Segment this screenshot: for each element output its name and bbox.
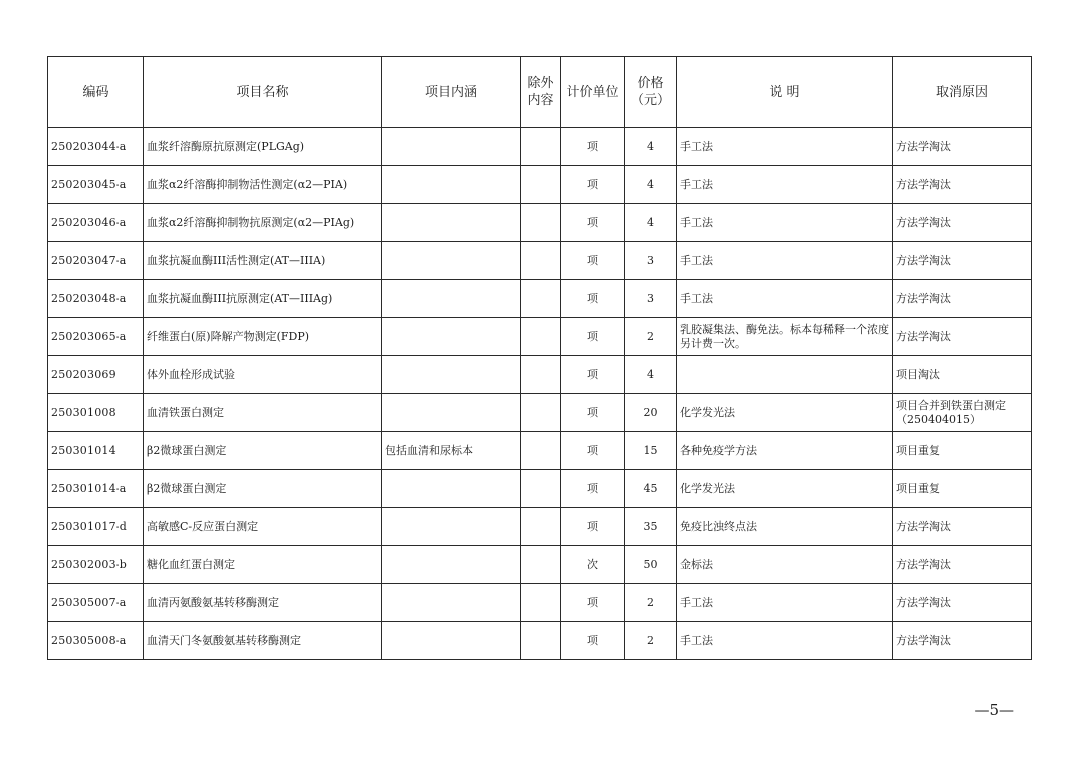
cell-reason: 方法学淘汰 (893, 280, 1032, 318)
cell-exclusion (521, 622, 561, 660)
cell-reason: 项目合并到铁蛋白测定（250404015） (893, 394, 1032, 432)
cell-content (382, 318, 521, 356)
cell-description: 手工法 (677, 280, 893, 318)
table-row (48, 432, 1032, 470)
cell-unit: 项 (561, 432, 625, 470)
cell-description: 手工法 (677, 584, 893, 622)
cell-exclusion (521, 128, 561, 166)
header-description: 说 明 (677, 57, 893, 128)
cell-price: 35 (625, 508, 677, 546)
cell-code: 250301014-a (48, 470, 144, 508)
cell-price: 15 (625, 432, 677, 470)
cell-name: β2微球蛋白测定 (144, 432, 382, 470)
cell-exclusion (521, 356, 561, 394)
cell-reason: 项目重复 (893, 470, 1032, 508)
cell-unit: 项 (561, 166, 625, 204)
cell-content (382, 470, 521, 508)
cell-code: 250203044-a (48, 128, 144, 166)
cell-name: 体外血栓形成试验 (144, 356, 382, 394)
cell-content (382, 584, 521, 622)
cell-description: 手工法 (677, 622, 893, 660)
cell-code: 250203045-a (48, 166, 144, 204)
cell-unit: 项 (561, 622, 625, 660)
cell-unit: 项 (561, 470, 625, 508)
table-row (48, 508, 1032, 546)
table-row (48, 280, 1032, 318)
header-exclusion: 除外 内容 (521, 57, 561, 128)
cell-reason: 方法学淘汰 (893, 166, 1032, 204)
table-row (48, 622, 1032, 660)
cell-code: 250203069 (48, 356, 144, 394)
cell-price: 3 (625, 242, 677, 280)
cell-exclusion (521, 508, 561, 546)
cell-reason: 方法学淘汰 (893, 204, 1032, 242)
cell-code: 250301008 (48, 394, 144, 432)
header-unit: 计价单位 (561, 57, 625, 128)
cell-name: β2微球蛋白测定 (144, 470, 382, 508)
cell-code: 250305007-a (48, 584, 144, 622)
cell-exclusion (521, 242, 561, 280)
cell-name: 糖化血红蛋白测定 (144, 546, 382, 584)
cell-unit: 次 (561, 546, 625, 584)
header-price: 价格 （元） (625, 57, 677, 128)
cell-reason: 项目重复 (893, 432, 1032, 470)
cell-code: 250203048-a (48, 280, 144, 318)
cell-description: 手工法 (677, 128, 893, 166)
cell-price: 2 (625, 318, 677, 356)
cell-description: 化学发光法 (677, 394, 893, 432)
cell-price: 2 (625, 584, 677, 622)
cell-reason: 项目淘汰 (893, 356, 1032, 394)
table-row (48, 318, 1032, 356)
cell-exclusion (521, 546, 561, 584)
cell-name: 血浆α2纤溶酶抑制物抗原测定(α2—PIAg) (144, 204, 382, 242)
cell-exclusion (521, 470, 561, 508)
cell-name: 血浆α2纤溶酶抑制物活性测定(α2—PIA) (144, 166, 382, 204)
cell-description: 手工法 (677, 204, 893, 242)
cell-unit: 项 (561, 394, 625, 432)
cell-content (382, 508, 521, 546)
cell-unit: 项 (561, 242, 625, 280)
page-number: —5— (974, 701, 1014, 719)
cell-description: 手工法 (677, 166, 893, 204)
cell-description: 金标法 (677, 546, 893, 584)
cell-code: 250203065-a (48, 318, 144, 356)
cell-code: 250203046-a (48, 204, 144, 242)
cell-content (382, 546, 521, 584)
cell-price: 20 (625, 394, 677, 432)
cell-description: 乳胶凝集法、酶免法。标本每稀释一个浓度另计费一次。 (677, 318, 893, 356)
cell-content (382, 242, 521, 280)
cell-description: 免疫比浊终点法 (677, 508, 893, 546)
cell-content (382, 280, 521, 318)
cell-unit: 项 (561, 128, 625, 166)
header-reason: 取消原因 (893, 57, 1032, 128)
cell-name: 血浆抗凝血酶III活性测定(AT—IIIA) (144, 242, 382, 280)
cell-exclusion (521, 280, 561, 318)
cell-price: 3 (625, 280, 677, 318)
header-name: 项目名称 (144, 57, 382, 128)
cell-reason: 方法学淘汰 (893, 318, 1032, 356)
table-row (48, 356, 1032, 394)
cell-price: 2 (625, 622, 677, 660)
table-row (48, 584, 1032, 622)
cell-exclusion (521, 584, 561, 622)
cell-description: 化学发光法 (677, 470, 893, 508)
cell-price: 4 (625, 128, 677, 166)
table-row (48, 546, 1032, 584)
cell-exclusion (521, 394, 561, 432)
header-code: 编码 (48, 57, 144, 128)
cell-reason: 方法学淘汰 (893, 584, 1032, 622)
cell-description: 各种免疫学方法 (677, 432, 893, 470)
cell-content (382, 204, 521, 242)
cell-unit: 项 (561, 356, 625, 394)
table-body (48, 128, 1032, 660)
cell-content (382, 128, 521, 166)
cell-code: 250302003-b (48, 546, 144, 584)
cell-content (382, 622, 521, 660)
cell-unit: 项 (561, 204, 625, 242)
cell-content (382, 394, 521, 432)
fee-cancellation-table (47, 56, 1032, 660)
cell-name: 血清铁蛋白测定 (144, 394, 382, 432)
cell-name: 血浆抗凝血酶III抗原测定(AT—IIIAg) (144, 280, 382, 318)
cell-reason: 方法学淘汰 (893, 128, 1032, 166)
cell-exclusion (521, 166, 561, 204)
cell-unit: 项 (561, 584, 625, 622)
cell-price: 50 (625, 546, 677, 584)
cell-name: 纤维蛋白(原)降解产物测定(FDP) (144, 318, 382, 356)
cell-reason: 方法学淘汰 (893, 508, 1032, 546)
cell-price: 4 (625, 204, 677, 242)
cell-content: 包括血清和尿标本 (382, 432, 521, 470)
cell-reason: 方法学淘汰 (893, 622, 1032, 660)
cell-exclusion (521, 318, 561, 356)
cell-exclusion (521, 432, 561, 470)
cell-unit: 项 (561, 280, 625, 318)
cell-name: 血浆纤溶酶原抗原测定(PLGAg) (144, 128, 382, 166)
cell-name: 高敏感C-反应蛋白测定 (144, 508, 382, 546)
table-row (48, 166, 1032, 204)
cell-code: 250203047-a (48, 242, 144, 280)
cell-content (382, 166, 521, 204)
table-row (48, 470, 1032, 508)
cell-code: 250301017-d (48, 508, 144, 546)
cell-price: 4 (625, 356, 677, 394)
cell-unit: 项 (561, 318, 625, 356)
cell-description: 手工法 (677, 242, 893, 280)
table-row (48, 128, 1032, 166)
header-content: 项目内涵 (382, 57, 521, 128)
cell-exclusion (521, 204, 561, 242)
table-row (48, 242, 1032, 280)
cell-reason: 方法学淘汰 (893, 546, 1032, 584)
cell-unit: 项 (561, 508, 625, 546)
cell-reason: 方法学淘汰 (893, 242, 1032, 280)
cell-name: 血清丙氨酸氨基转移酶测定 (144, 584, 382, 622)
cell-name: 血清天门冬氨酸氨基转移酶测定 (144, 622, 382, 660)
table-row (48, 204, 1032, 242)
cell-code: 250305008-a (48, 622, 144, 660)
cell-content (382, 356, 521, 394)
cell-price: 45 (625, 470, 677, 508)
cell-code: 250301014 (48, 432, 144, 470)
cell-price: 4 (625, 166, 677, 204)
table-row (48, 394, 1032, 432)
cell-description (677, 356, 893, 394)
table-header-row (48, 57, 1032, 128)
